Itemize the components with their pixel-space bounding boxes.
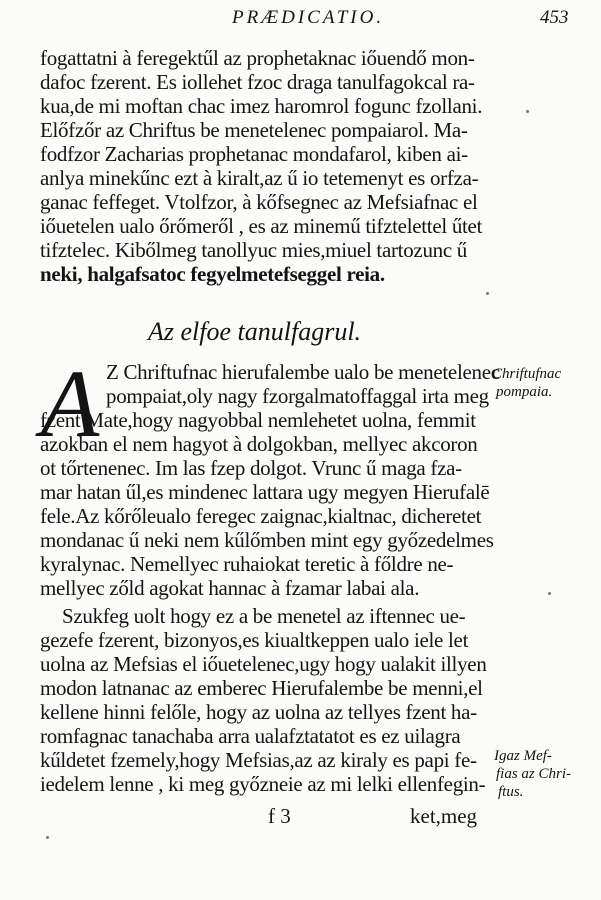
text-line: Z Chriftufnac hierufalembe ualo be menetelenec <box>106 360 500 384</box>
text-line: dafoc fzerent. Es iollehet fzoc draga tanulfagokcal ra- <box>40 70 475 94</box>
text-line: iedelem lenne , ki meg győzneie az mi lelki ellenfegin- <box>40 772 486 796</box>
catchword: ket,meg <box>410 804 478 828</box>
text-line: ganac feffeget. Vtolfzor, à kőfsegnec az Mefsiafnac el <box>40 190 478 214</box>
text-line: ot tőrtenenec. Im las fzep dolgot. Vrunc ű maga fza- <box>40 456 462 480</box>
marginal-note-line: Chriftufnac <box>492 366 562 382</box>
scan-speck <box>526 110 529 113</box>
text-line: mar hatan űl,es mindenec lattara ugy megyen Hierufalē <box>40 480 490 504</box>
scan-speck <box>486 292 489 295</box>
scan-speck <box>548 592 551 595</box>
text-line: fogattatni à feregektűl az prophetaknac iőuendő mon- <box>40 46 475 70</box>
text-line: iőuetelen ualo őrőmeről , es az minemű tifztelettel űtet <box>40 214 483 238</box>
text-line: mellyec zőld agokat hannac à fzamar labai ala. <box>40 576 420 600</box>
scan-speck <box>46 836 49 839</box>
running-head <box>0 4 601 34</box>
text-line: romfagnac tanachaba arra ualafztatatot es ez uilagra <box>40 724 461 748</box>
text-line: tifztelec. Kibőlmeg tanollyuc mies,miuel tartozunc ű <box>40 238 468 262</box>
drop-cap-initial: A <box>40 350 100 457</box>
text-line: kűldetet fzemely,hogy Mefsias,az az kiraly es papi fe- <box>40 748 477 772</box>
text-line: anlya minekűnc ezt à kiralt,az ű io tetemenyt es orfza- <box>40 166 479 190</box>
text-line: uolna az Mefsias el iőuetelenec,ugy hogy ualakit illyen <box>40 652 487 676</box>
text-line: Szukfeg uolt hogy ez a be menetel az iftennec ue- <box>62 604 466 628</box>
marginal-note-line: ftus. <box>498 784 524 800</box>
text-line: gezefe fzerent, bizonyos,es kiualtkeppen ualo iele let <box>40 628 469 652</box>
marginal-note-line: Igaz Mef- <box>494 748 552 764</box>
text-line: neki, halgafsatoc fegyelmetefseggel reia. <box>40 262 385 286</box>
text-line: azokban el nem hagyot à dolgokban, mellyec akcoron <box>40 432 478 456</box>
text-line: mondanac ű neki nem kűlőmben mint egy győzedelmes <box>40 528 494 552</box>
marginal-note-line: pompaia. <box>496 384 553 400</box>
text-line: fodfzor Zacharias prophetanac mondafarol, kiben ai- <box>40 142 468 166</box>
page-number: 453 <box>540 7 569 28</box>
signature-mark: f 3 <box>268 804 291 828</box>
text-line: kellene hinni felőle, hogy az uolna az tellyes fzent ha- <box>40 700 477 724</box>
text-line: kyralynac. Nemellyec ruhaiokat teretic à főldre ne- <box>40 552 454 576</box>
running-title: PRÆDICATIO. <box>232 7 385 28</box>
text-line: fzent Mate,hogy nagyobbal nemlehetet uolna, femmit <box>40 408 476 432</box>
text-line: kua,de mi moftan chac imez haromrol fogunc fzollani. <box>40 94 483 118</box>
text-line: modon latnanac az emberec Hierufalembe be menni,el <box>40 676 483 700</box>
text-line: fele.Az kőrőleualo feregec zaignac,kialtnac, dicheretet <box>40 504 482 528</box>
text-line: pompaiat,oly nagy fzorgalmatoffaggal irta meg <box>106 384 489 408</box>
section-heading: Az elfoe tanulfagrul. <box>148 317 362 346</box>
marginal-note-line: fias az Chri- <box>496 766 572 782</box>
text-line: Előfzőr az Chriftus be menetelenec pompaiarol. Ma- <box>40 118 468 142</box>
